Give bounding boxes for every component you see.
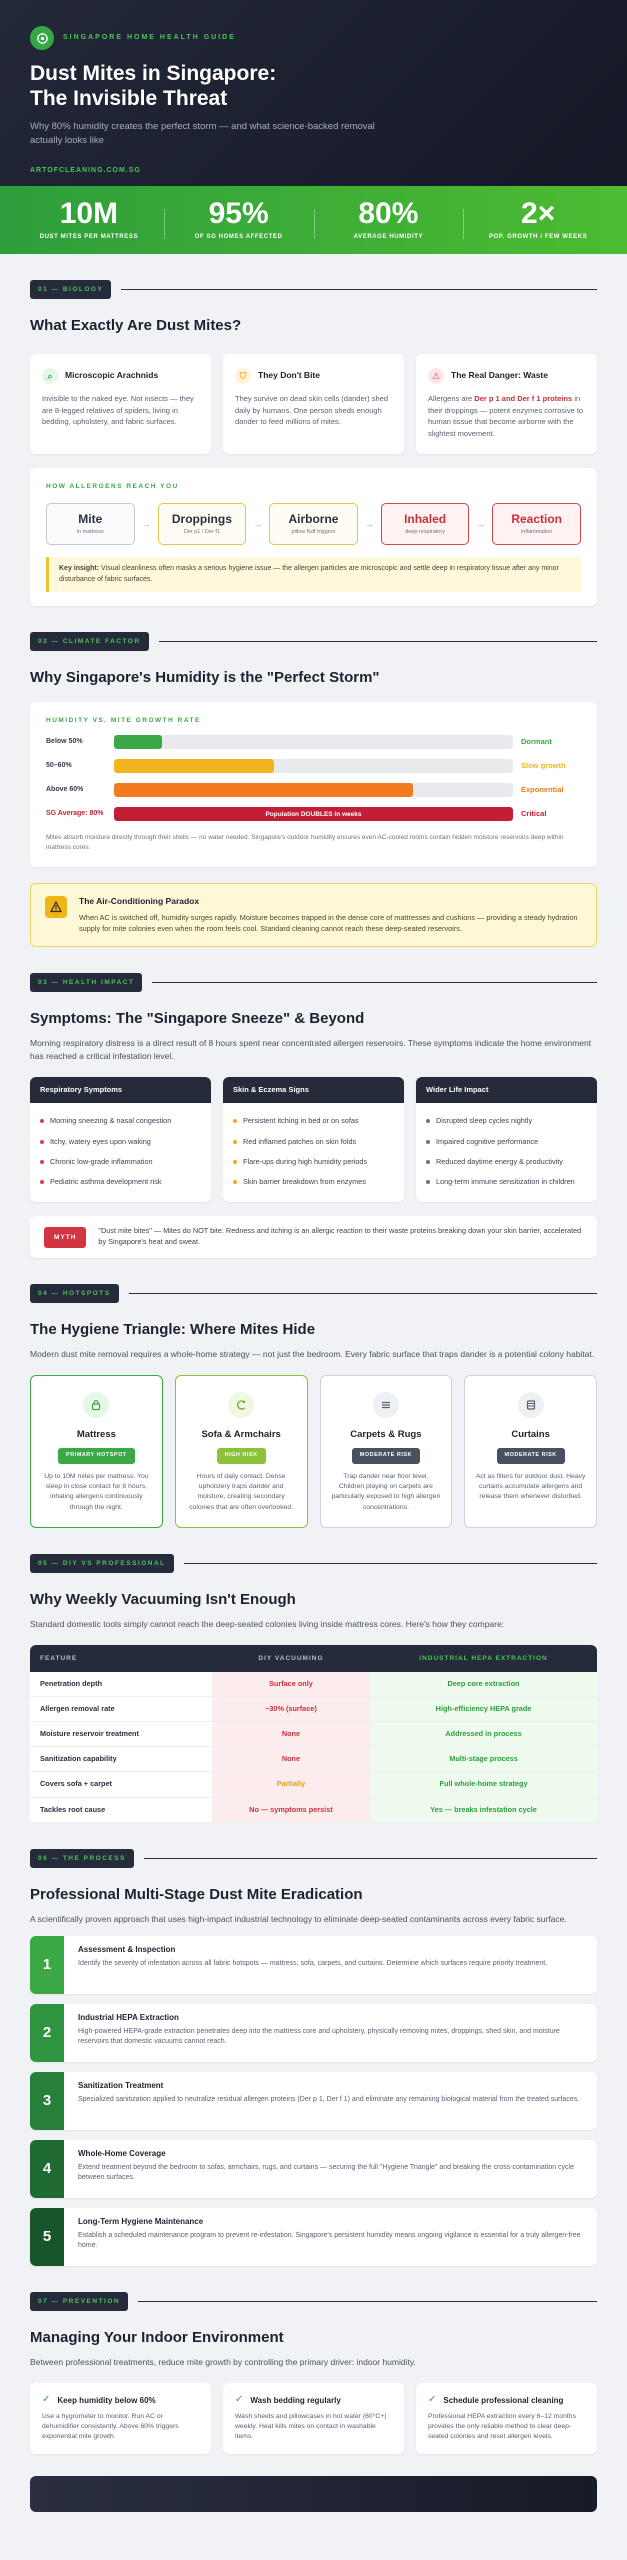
insight-label: Key insight: [59,565,100,573]
table-row [30,1747,597,1772]
section-divider [30,1284,597,1303]
hotspot-cards [30,1375,597,1528]
step-text: Extend treatment beyond the bedroom to sofas, armchairs, rugs, and curtains — securing the full "Hygiene Triangle" and breaking the cross-contamination cycle between surfaces. [78,2163,575,2182]
flow-step-title: Reaction [511,511,563,526]
prevention-card [30,2383,211,2455]
flow-step-sub: Der p1 / Der f1 [183,529,220,536]
column-header: INDUSTRIAL HEPA EXTRACTION [370,1645,597,1672]
arrow-right-icon: → [476,518,486,529]
table-cell: Yes — breaks infestation cycle [370,1797,597,1822]
section-tag: 01 — BIOLOGY [30,280,111,299]
table-cell: Covers sofa + carpet [30,1772,212,1797]
section-intro: Standard domestic tools simply cannot reach the deep-seated colonies living inside mattress cores. Here's how they compare: [30,1618,505,1629]
brand-name: SINGAPORE HOME HEALTH GUIDE [63,34,236,42]
table-cell: Tackles root cause [30,1797,212,1822]
key-insight [46,557,581,592]
chart-state-label: Exponential [521,785,564,795]
list-item: Long-term immune sensitization in children [426,1172,587,1192]
myth-badge: MYTH [44,1227,86,1248]
chart-bar-track [114,807,513,821]
prevention-title: Keep humidity below 60% [57,2395,156,2405]
risk-badge: HIGH RISK [217,1448,266,1464]
chart-bar [114,783,413,797]
chart-state-label: Slow growth [521,761,566,771]
card-text-pre: Allergens are [428,394,475,404]
table-cell: Moisture reservoir treatment [30,1722,212,1747]
flow-step-inhaled [381,503,470,545]
humidity-chart-panel [30,702,597,867]
step-title: Whole-Home Coverage [78,2148,166,2158]
hotspot-title: Carpets & Rugs [350,1428,422,1440]
prevention-text: Use a hygrometer to monitor. Run AC or dehumidifier consistently. Above 60% triggers exponential mite growth. [42,2412,179,2441]
section-intro: A scientifically proven approach that uses high-impact industrial technology to eliminate deep-seated contaminants across every fabric surface. [30,1913,567,1924]
site-link[interactable]: ARTOFCLEANING.COM.SG [30,167,141,175]
hero-header [0,0,627,186]
info-card [30,354,211,454]
chart-title: HUMIDITY VS. MITE GROWTH RATE [46,717,201,725]
table-cell: None [212,1722,370,1747]
symptom-card-wider [416,1077,597,1202]
table-row [30,1722,597,1747]
hotspot-card-sofa [175,1375,308,1528]
callout-title: The Air-Conditioning Paradox [79,895,200,906]
symptom-card-respiratory [30,1077,211,1202]
allergen-flow-panel [30,468,597,607]
flow-step-airborne [269,503,358,545]
stats-bar [0,186,627,254]
hotspot-title: Mattress [76,1428,116,1440]
check-icon: ✓ [235,2393,244,2405]
list-item: Chronic low-grade inflammation [40,1152,201,1172]
shield-icon: ⛉ [235,368,251,384]
section-title: Symptoms: The "Singapore Sneeze" & Beyond [30,1010,365,1028]
step-title: Sanitization Treatment [78,2080,164,2090]
page-title [30,62,597,112]
myth-callout [30,1216,597,1258]
table-cell: Addressed in process [370,1722,597,1747]
section-divider [30,280,597,299]
list-item: Reduced daytime energy & productivity [426,1152,587,1172]
table-row [30,1672,597,1697]
chart-bar [114,735,162,749]
check-icon: ✓ [428,2393,437,2405]
section-title: What Exactly Are Dust Mites? [30,317,242,335]
table-cell: Allergen removal rate [30,1696,212,1721]
section-tag: 07 — PREVENTION [30,2292,128,2311]
brand-logo-icon [30,26,54,50]
lock-icon [83,1392,109,1418]
table-cell: Deep core extraction [370,1672,597,1697]
list-item: Pediatric asthma development risk [40,1172,201,1192]
chart-bar [114,759,274,773]
card-text-post: in their droppings — potent enzymes corrosive to human tissue that become airborne with the slightest movement. [428,394,584,438]
section-tag: 02 — CLIMATE FACTOR [30,632,149,651]
column-header: FEATURE [30,1645,212,1672]
prevention-title: Wash bedding regularly [250,2395,341,2405]
check-icon: ✓ [42,2393,51,2405]
risk-badge: MODERATE RISK [497,1448,565,1464]
allergen-flow [46,503,581,545]
divider-line [138,2301,597,2302]
table-row [30,1797,597,1822]
section-divider [30,632,597,651]
step-number: 3 [30,2072,64,2130]
table-cell: Full whole-home strategy [370,1772,597,1797]
prevention-card [223,2383,404,2455]
flow-step-reaction [492,503,581,545]
sofa-icon [228,1392,254,1418]
table-cell: No — symptoms persist [212,1797,370,1822]
title-line-2: The Invisible Threat [30,86,228,110]
stat-item [14,196,164,241]
main-content [0,280,627,2512]
symptom-card-title: Respiratory Symptoms [30,1077,211,1104]
column-header: DIY VACUUMING [212,1645,370,1672]
section-divider [30,1849,597,1868]
process-step [30,2140,597,2198]
flow-step-sub: deep respiratory [405,529,445,536]
flow-step-sub: in mattress [76,529,104,536]
chart-bar-label: Population DOUBLES in weeks [265,810,362,818]
brand [30,26,597,50]
divider-line [144,1858,597,1859]
stat-item [314,196,464,241]
flow-step-sub: pillow fluff triggers [291,529,336,536]
flow-step-mite [46,503,135,545]
prevention-card [416,2383,597,2455]
title-line-1: Dust Mites in Singapore: [30,62,277,85]
list-item: Flare-ups during high humidity periods [233,1152,394,1172]
chart-note: Mites absorb moisture directly through their shells — no water needed. Singapore's outdoor humidity ensures even AC-cooled rooms contain hidden moisture reservoirs deep within mattress cores. [46,834,564,852]
table-row [30,1772,597,1797]
stat-label: POP. GROWTH / FEW WEEKS [488,233,588,240]
biology-cards [30,354,597,454]
list-item: Morning sneezing & nasal congestion [40,1111,201,1131]
card-text-bold: Der p 1 and Der f 1 proteins [474,394,573,404]
symptom-card-title: Wider Life Impact [416,1077,597,1104]
humidity-bar-chart [46,735,581,821]
section-intro: Modern dust mite removal requires a whole-home strategy — not just the bedroom. Every fabric surface that traps dander is a potential colony habitat. [30,1349,595,1360]
comparison-table [30,1645,597,1823]
chart-bar-row [46,759,581,773]
process-step [30,1936,597,1994]
step-title: Industrial HEPA Extraction [78,2012,179,2022]
flow-step-title: Airborne [288,511,339,526]
section-divider [30,1554,597,1573]
chart-category-label: 50–60% [46,762,72,770]
callout-text: When AC is switched off, humidity surges rapidly. Moisture becomes trapped in the dense core of mattresses and cushions — providing a steady hydration supply for mite colonies even when the room feels cool. Standard cleaning cannot reach these deep-seated reservoirs. [79,912,578,934]
table-cell: Penetration depth [30,1672,212,1697]
hero-subtitle: Why 80% humidity creates the perfect storm — and what science-backed removal actually looks like [30,120,375,146]
section-tag: 04 — HOTSPOTS [30,1284,119,1303]
table-cell: None [212,1747,370,1772]
chart-bar-row [46,735,581,749]
list-item: Itchy, watery eyes upon waking [40,1132,201,1152]
step-text: Identify the severity of infestation across all fabric hotspots — mattress, sofa, carpets, and curtains. Determine which surfaces require priority treatment. [78,1959,548,1967]
divider-line [121,289,597,290]
card-text: They survive on dead skin cells (dander) shed daily by humans. One person sheds enough dander to feed millions of mites. [235,394,388,427]
list-item: Skin barrier breakdown from enzymes [233,1172,394,1192]
section-intro: Morning respiratory distress is a direct result of 8 hours spent near concentrated allergen reservoirs. These symptoms indicate the home environment has reached a critical infestation level. [30,1038,592,1062]
stat-value: 95% [208,196,269,230]
flow-step-droppings [158,503,247,545]
step-number: 2 [30,2004,64,2062]
hotspot-text: Act as filters for outdoor dust. Heavy curtains accumulate allergens and release them whenever disturbed. [475,1472,586,1501]
symptom-card-title: Skin & Eczema Signs [223,1077,404,1104]
chart-bar-track [114,759,513,773]
chart-bar-track [114,735,513,749]
step-text: Specialized sanitization applied to neutralize residual allergen proteins (Der p 1, Der f 1) and eliminate any remaining biological material from the treated surfaces. [78,2095,580,2103]
chart-bar-track [114,783,513,797]
chart-category-label: Above 60% [46,786,84,794]
arrow-right-icon: → [253,518,263,529]
card-text [428,393,585,440]
chart-category-label: SG Average: 80% [46,810,104,818]
process-step [30,2208,597,2266]
chart-state-label: Critical [521,809,547,819]
symptom-columns [30,1077,597,1202]
hotspot-title: Curtains [511,1428,550,1440]
risk-badge: MODERATE RISK [352,1448,420,1464]
hotspot-text: Up to 10M mites per mattress. You sleep in close contact for 8 hours, inhaling allergens continuously through the night. [44,1472,149,1511]
section-tag: 05 — DIY VS PROFESSIONAL [30,1554,174,1573]
table-row [30,1696,597,1721]
stat-item [463,196,613,241]
list-item: Persistent itching in bed or on sofas [233,1111,394,1131]
divider-line [159,641,597,642]
prevention-title: Schedule professional cleaning [443,2395,564,2405]
stat-value: 2× [521,196,556,230]
chart-bar [114,807,513,821]
divider-line [184,1563,597,1564]
table-cell: Surface only [212,1672,370,1697]
flow-step-title: Droppings [171,511,232,526]
divider-line [129,1293,597,1294]
section-divider [30,973,597,992]
section-tag: 06 — THE PROCESS [30,1849,134,1868]
arrow-right-icon: → [364,518,374,529]
step-number: 1 [30,1936,64,1994]
hotspot-title: Sofa & Armchairs [201,1428,281,1440]
hotspot-text: Trap dander near floor level. Children playing on carpets are particularly exposed to high allergen concentrations. [331,1472,441,1511]
step-title: Long-Term Hygiene Maintenance [78,2216,204,2226]
flow-step-sub: inflammation [521,529,553,536]
hotspot-text: Hours of daily contact. Dense upholstery traps dander and moisture, creating secondary colonies that are often overlooked. [189,1472,294,1511]
myth-text: "Dust mite bites" — Mites do NOT bite. Redness and itching is an allergic reaction to their waste proteins breaking down your skin barrier, accelerated by Singapore's heat and sweat. [98,1226,582,1247]
list-item: Disrupted sleep cycles nightly [426,1111,587,1131]
hotspot-card-carpets [320,1375,453,1528]
card-text: Invisible to the naked eye. Not insects — they are 8-legged relatives of spiders, living in bedding, upholstery, and fabric surfaces. [42,394,194,427]
chart-bar-row [46,807,581,821]
hotspot-card-mattress [30,1375,163,1528]
warning-icon: ⚠ [428,368,444,384]
flow-step-title: Mite [78,511,103,526]
card-title: Microscopic Arachnids [65,370,159,381]
step-title: Assessment & Inspection [78,1944,176,1954]
risk-badge: PRIMARY HOTSPOT [58,1448,135,1464]
stat-value: 80% [358,196,419,230]
step-number: 4 [30,2140,64,2198]
prevention-text: Professional HEPA extraction every 6–12 months provides the only reliable method to clear deep-seated colonies and reset allergen levels. [428,2412,576,2441]
info-card [223,354,404,454]
card-title: The Real Danger: Waste [451,370,548,381]
stat-label: AVERAGE HUMIDITY [353,233,424,240]
hotspot-card-curtains [464,1375,597,1528]
curtain-icon [518,1392,544,1418]
process-step [30,2004,597,2062]
symptom-card-skin [223,1077,404,1202]
list-item: Red inflamed patches on skin folds [233,1132,394,1152]
flow-step-title: Inhaled [404,511,447,526]
stat-label: OF SG HOMES AFFECTED [194,233,283,240]
panel-title: HOW ALLERGENS REACH YOU [46,482,179,490]
step-text: High-powered HEPA-grade extraction penetrates deep into the mattress core and upholstery, physically removing mites, droppings, shed skin, and moisture reservoirs that domestic vacuums cannot reach. [78,2027,560,2046]
chart-state-label: Dormant [521,737,552,747]
section-title: The Hygiene Triangle: Where Mites Hide [30,1321,316,1339]
section-tag: 03 — HEALTH IMPACT [30,973,142,992]
section-title: Professional Multi-Stage Dust Mite Eradication [30,1885,363,1903]
chart-bar-row [46,783,581,797]
divider-line [152,982,597,983]
section-intro: Between professional treatments, reduce mite growth by controlling the primary driver: indoor humidity. [30,2356,416,2367]
section-title: Why Singapore's Humidity is the "Perfect Storm" [30,669,380,687]
ac-paradox-callout [30,883,597,947]
info-card [416,354,597,454]
table-cell: Multi-stage process [370,1747,597,1772]
magnifier-icon: ⌕ [42,368,58,384]
stat-value: 10M [59,196,119,230]
warning-icon [45,896,67,918]
prevention-cards [30,2383,597,2455]
arrow-right-icon: → [141,518,151,529]
process-step [30,2072,597,2130]
card-title: They Don't Bite [258,370,320,381]
prevention-text: Wash sheets and pillowcases in hot water (60°C+) weekly. Heat kills mites on contact in washable items. [235,2412,387,2441]
footer-bar [30,2476,597,2512]
stat-item [164,196,314,241]
section-divider [30,2292,597,2311]
process-steps [30,1936,597,2266]
insight-text: Visual cleanliness often masks a serious hygiene issue — the allergen particles are microscopic and settle deep in respiratory tissue after any minor disturbance of fabric surfaces. [59,565,559,583]
chart-category-label: Below 50% [46,738,83,746]
table-cell: High-efficiency HEPA grade [370,1696,597,1721]
table-cell: ~30% (surface) [212,1696,370,1721]
list-item: Impaired cognitive performance [426,1132,587,1152]
section-title: Managing Your Indoor Environment [30,2328,284,2346]
table-cell: Partially [212,1772,370,1797]
table-cell: Sanitization capability [30,1747,212,1772]
step-text: Establish a scheduled maintenance program to prevent re-infestation. Singapore's persistent humidity means ongoing vigilance is essential for a truly allergen-free home. [78,2231,581,2250]
carpet-icon [373,1392,399,1418]
stat-label: DUST MITES PER MATTRESS [39,233,139,240]
section-title: Why Weekly Vacuuming Isn't Enough [30,1590,296,1608]
step-number: 5 [30,2208,64,2266]
